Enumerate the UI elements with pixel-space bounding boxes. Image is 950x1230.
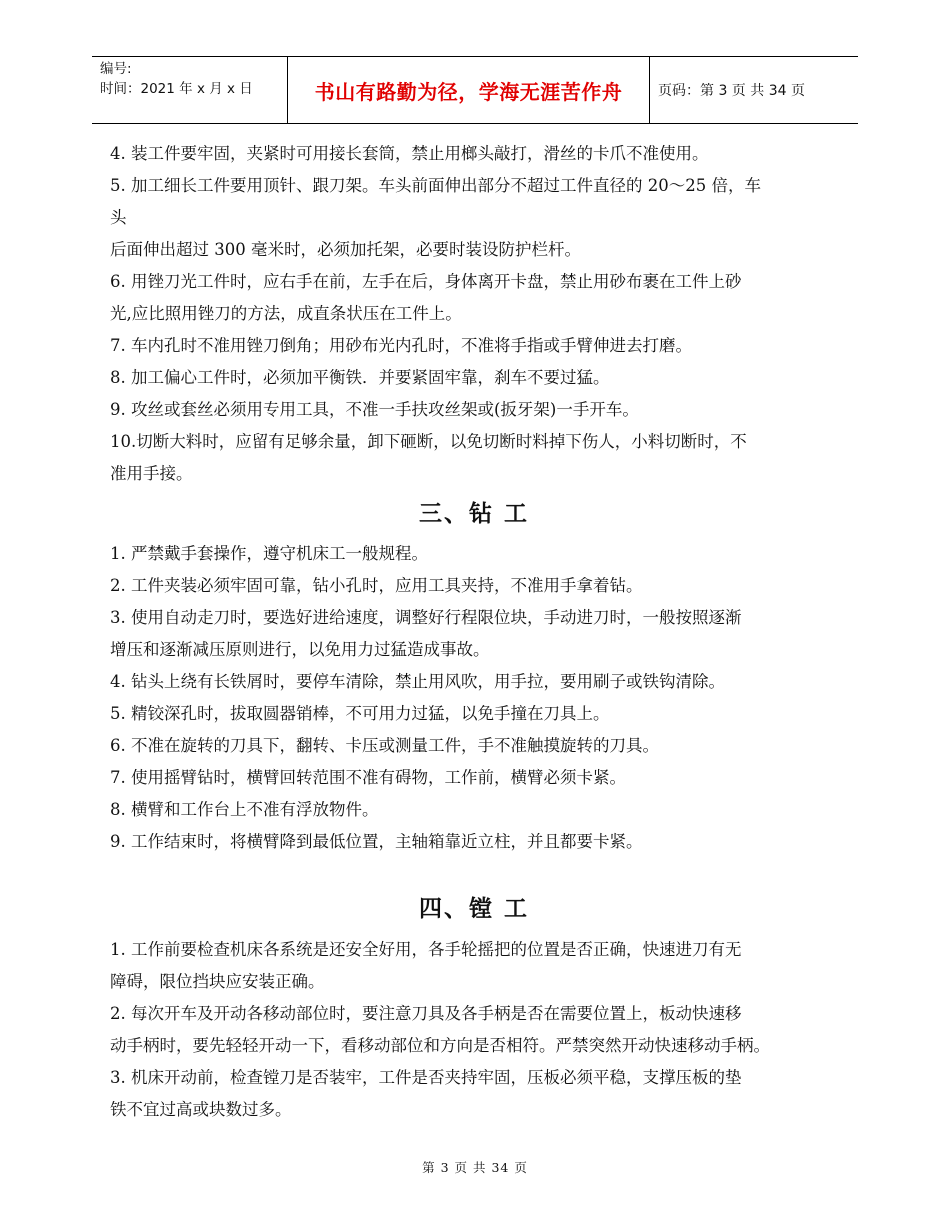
document-date: 时间：2021 年 x 月 x 日 — [100, 81, 253, 97]
section-drilling — [110, 538, 838, 858]
paragraph-line: 5. 加工细长工件要用顶针、跟刀架。车头前面伸出部分不超过工件直径的 20～25 倍，车 — [110, 176, 761, 195]
paragraph-line: 3. 使用自动走刀时，要选好进给速度，调整好行程限位块，手动进刀时，一般按照逐渐 — [110, 608, 742, 627]
paragraph-line: 3. 机床开动前，检查镗刀是否装牢，工件是否夹持牢固，压板必须平稳，支撑压板的垫 — [110, 1068, 742, 1087]
paragraph-line: 增压和逐渐减压原则进行，以免用力过猛造成事故。 — [110, 640, 490, 659]
paragraph-line: 后面伸出超过 300 毫米时，必须加托架，必要时装设防护栏杆。 — [110, 240, 581, 259]
paragraph-line: 4. 钻头上绕有长铁屑时，要停车清除，禁止用风吹，用手拉，要用刷子或铁钩清除。 — [110, 672, 725, 691]
paragraph-line: 1. 严禁戴手套操作，遵守机床工一般规程。 — [110, 544, 428, 563]
paragraph-line: 头 — [110, 208, 127, 227]
header-motto: 书山有路勤为径，学海无涯苦作舟 — [287, 57, 650, 123]
document-number-label: 编号: — [100, 61, 132, 77]
paragraph-line: 2. 工件夹装必须牢固可靠，钻小孔时，应用工具夹持，不准用手拿着钻。 — [110, 576, 643, 595]
paragraph-line: 9. 攻丝或套丝必须用专用工具，不准一手扶攻丝架或(扳牙架)一手开车。 — [110, 400, 639, 419]
section-heading-boring: 四、镗 工 — [418, 896, 529, 922]
paragraph-line: 10.切断大料时，应留有足够余量，卸下砸断，以免切断时料掉下伤人，小料切断时，不 — [110, 432, 747, 451]
paragraph-line: 动手柄时，要先轻轻开动一下，看移动部位和方向是否相符。严禁突然开动快速移动手柄。 — [110, 1036, 770, 1055]
page-header — [92, 56, 858, 124]
section-lathe-continued — [110, 138, 838, 490]
paragraph-line: 7. 车内孔时不准用锉刀倒角；用砂布光内孔时，不准将手指或手臂伸进去打磨。 — [110, 336, 692, 355]
paragraph-line: 准用手接。 — [110, 464, 193, 483]
header-page-info: 页码：第 3 页 共 34 页 — [658, 83, 805, 99]
paragraph-line: 8. 横臂和工作台上不准有浮放物件。 — [110, 800, 379, 819]
header-meta — [92, 57, 287, 123]
paragraph-line: 1. 工作前要检查机床各系统是还安全好用，各手轮摇把的位置是否正确，快速进刀有无 — [110, 940, 742, 959]
paragraph-line: 9. 工作结束时，将横臂降到最低位置，主轴箱靠近立柱，并且都要卡紧。 — [110, 832, 643, 851]
paragraph-line: 6. 不准在旋转的刀具下，翻转、卡压或测量工件，手不准触摸旋转的刀具。 — [110, 736, 659, 755]
paragraph-line: 8. 加工偏心工件时，必须加平衡铁．并要紧固牢靠，刹车不要过猛。 — [110, 368, 610, 387]
paragraph-line: 光,应比照用锉刀的方法，成直条状压在工件上。 — [110, 304, 462, 323]
paragraph-line: 5. 精铰深孔时，拔取圆器销棒，不可用力过猛，以免手撞在刀具上。 — [110, 704, 610, 723]
paragraph-line: 铁不宜过高或块数过多。 — [110, 1100, 292, 1119]
page-footer: 第 3 页 共 34 页 — [422, 1160, 528, 1175]
section-heading-drilling: 三、钻 工 — [418, 501, 529, 527]
paragraph-line: 4. 装工件要牢固，夹紧时可用接长套筒，禁止用榔头敲打，滑丝的卡爪不准使用。 — [110, 144, 709, 163]
paragraph-line: 障碍，限位挡块应安装正确。 — [110, 972, 325, 991]
paragraph-line: 2. 每次开车及开动各移动部位时，要注意刀具及各手柄是否在需要位置上，板动快速移 — [110, 1004, 742, 1023]
paragraph-line: 6. 用锉刀光工件时，应右手在前，左手在后，身体离开卡盘，禁止用砂布裹在工件上砂 — [110, 272, 742, 291]
section-boring — [110, 934, 838, 1126]
document-body — [110, 138, 838, 1126]
paragraph-line: 7. 使用摇臂钻时，横臂回转范围不准有碍物，工作前，横臂必须卡紧。 — [110, 768, 626, 787]
